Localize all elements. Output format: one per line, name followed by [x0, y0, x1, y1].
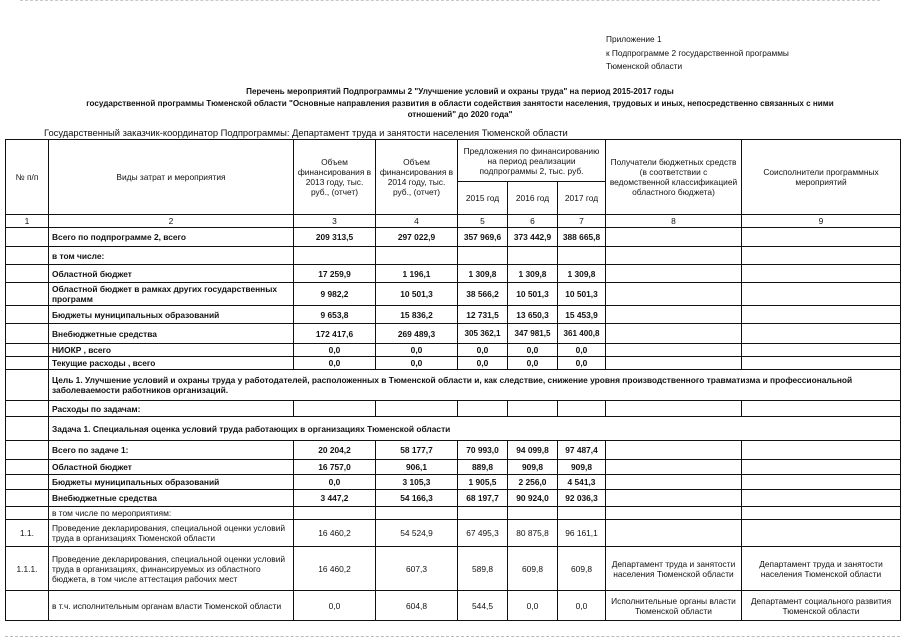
table-row-incl: [6, 247, 901, 265]
table-row-measure-1-1-1-exec: [6, 591, 901, 621]
value-2015: 12 731,5: [458, 306, 508, 324]
row-label: Всего по задаче 1:: [49, 441, 294, 460]
row-label: Внебюджетные средства: [49, 324, 294, 344]
row-label: Расходы по задачам:: [49, 401, 294, 417]
value-2014: 607,3: [376, 547, 458, 591]
value-2016: 347 981,5: [508, 324, 558, 344]
row-label: Областной бюджет: [49, 460, 294, 475]
row-label: Проведение декларирования, специальной оценки условий труда в организациях, финансируемых из областного бюджета, в том числе аттестация рабочих мест: [49, 547, 294, 591]
value-2013: 20 204,2: [294, 441, 376, 460]
value-2017: 4 541,3: [558, 475, 606, 490]
value-2014: 54 166,3: [376, 490, 458, 507]
appendix-line-2: к Подпрограмме 2 государственной программы: [606, 47, 789, 58]
value-2013: 9 982,2: [294, 283, 376, 306]
recipient-cell: Департамент труда и занятости населения Тюменской области: [606, 547, 742, 591]
value-2013: 0,0: [294, 344, 376, 357]
value-2015: 589,8: [458, 547, 508, 591]
value-2015: 67 495,3: [458, 520, 508, 547]
value-2017: 15 453,9: [558, 306, 606, 324]
value-2015: 0,0: [458, 344, 508, 357]
table-row-task1-regional: [6, 460, 901, 475]
table-row-niokr: [6, 344, 901, 357]
table-row-tasks-expenses: [6, 401, 901, 417]
value-2016: 0,0: [508, 357, 558, 370]
value-2013: 9 653,8: [294, 306, 376, 324]
column-numbers-row: [6, 215, 901, 228]
row-label: в том числе:: [49, 247, 294, 265]
executor-cell: Департамент социального развития Тюменской области: [742, 591, 901, 621]
value-2015: 1 309,8: [458, 265, 508, 283]
value-2016: 1 309,8: [508, 265, 558, 283]
colnum: 3: [294, 215, 376, 228]
bottom-scan-border: [5, 636, 900, 637]
value-2015: 68 197,7: [458, 490, 508, 507]
value-2013: 16 757,0: [294, 460, 376, 475]
value-2016: 94 099,8: [508, 441, 558, 460]
value-2013: 0,0: [294, 357, 376, 370]
appendix-line-1: Приложение 1: [606, 34, 662, 44]
appendix-line-3: Тюменской области: [606, 61, 683, 71]
value-2015: 305 362,1: [458, 324, 508, 344]
header-year-2016: 2016 год: [508, 182, 558, 215]
value-2014: 297 022,9: [376, 228, 458, 247]
table-row-regional: [6, 265, 901, 283]
header-num: № п/п: [6, 140, 49, 215]
table-row-task1: [6, 417, 901, 441]
value-2013: 16 460,2: [294, 520, 376, 547]
value-2015: 889,8: [458, 460, 508, 475]
value-2014: 10 501,3: [376, 283, 458, 306]
value-2014: 58 177,7: [376, 441, 458, 460]
row-label: Бюджеты муниципальных образований: [49, 475, 294, 490]
colnum: 9: [742, 215, 901, 228]
row-label: Внебюджетные средства: [49, 490, 294, 507]
value-2013: 16 460,2: [294, 547, 376, 591]
colnum: 7: [558, 215, 606, 228]
value-2014: 54 524,9: [376, 520, 458, 547]
appendix-note: [606, 33, 789, 74]
value-2013: 3 447,2: [294, 490, 376, 507]
task1-text: Задача 1. Специальная оценка условий труда работающих в организациях Тюменской области: [49, 417, 901, 441]
table-row-task1-municipal: [6, 475, 901, 490]
value-2015: 0,0: [458, 357, 508, 370]
table-row-measure-1-1-1: [6, 547, 901, 591]
title-line-1: Перечень мероприятий Подпрограммы 2 "Улучшение условий и охраны труда" на период 2015-2017 годы: [246, 87, 674, 96]
row-number: 1.1.: [6, 520, 49, 547]
value-2015: 1 905,5: [458, 475, 508, 490]
title-line-2: государственной программы Тюменской области "Основные направления развития в области содействия занятости населения, трудовых и иных, непосредственно связанных с ними: [86, 98, 834, 108]
header-year-2015: 2015 год: [458, 182, 508, 215]
value-2014: 0,0: [376, 344, 458, 357]
executor-cell: Департамент труда и занятости населения Тюменской области: [742, 547, 901, 591]
row-label: Бюджеты муниципальных образований: [49, 306, 294, 324]
value-2017: 609,8: [558, 547, 606, 591]
value-2017: 97 487,4: [558, 441, 606, 460]
value-2017: 0,0: [558, 344, 606, 357]
header-types: Виды затрат и мероприятия: [49, 140, 294, 215]
table-row-current: [6, 357, 901, 370]
table-row-municipal: [6, 306, 901, 324]
row-label: Всего по подпрограмме 2, всего: [49, 228, 294, 247]
value-2016: 10 501,3: [508, 283, 558, 306]
value-2013: 17 259,9: [294, 265, 376, 283]
value-2017: 909,8: [558, 460, 606, 475]
value-2017: 0,0: [558, 357, 606, 370]
value-2016: 90 924,0: [508, 490, 558, 507]
value-2015: 38 566,2: [458, 283, 508, 306]
value-2013: 0,0: [294, 591, 376, 621]
value-2014: 906,1: [376, 460, 458, 475]
value-2013: 172 417,6: [294, 324, 376, 344]
value-2017: 361 400,8: [558, 324, 606, 344]
colnum: 8: [606, 215, 742, 228]
value-2016: 609,8: [508, 547, 558, 591]
value-2017: 92 036,3: [558, 490, 606, 507]
value-2016: 80 875,8: [508, 520, 558, 547]
row-number: 1.1.1.: [6, 547, 49, 591]
row-label: Текущие расходы , всего: [49, 357, 294, 370]
table-row-total: [6, 228, 901, 247]
value-2014: 15 836,2: [376, 306, 458, 324]
header-fin-2013: Объем финансирования в 2013 году, тыс. руб., (отчет): [294, 140, 376, 215]
value-2016: 373 442,9: [508, 228, 558, 247]
value-2017: 10 501,3: [558, 283, 606, 306]
value-2016: 0,0: [508, 591, 558, 621]
header-year-2017: 2017 год: [558, 182, 606, 215]
value-2017: 96 161,1: [558, 520, 606, 547]
value-2014: 269 489,3: [376, 324, 458, 344]
value-2015: 357 969,6: [458, 228, 508, 247]
value-2016: 909,8: [508, 460, 558, 475]
value-2014: 1 196,1: [376, 265, 458, 283]
value-2016: 2 256,0: [508, 475, 558, 490]
value-2017: 1 309,8: [558, 265, 606, 283]
header-row: [6, 140, 901, 182]
value-2015: 544,5: [458, 591, 508, 621]
value-2014: 0,0: [376, 357, 458, 370]
value-2016: 0,0: [508, 344, 558, 357]
title-line-3: отношений" до 2020 года": [407, 110, 513, 120]
value-2014: 3 105,3: [376, 475, 458, 490]
row-label: в т.ч. исполнительным органам власти Тюменской области: [49, 591, 294, 621]
row-label: Областной бюджет: [49, 265, 294, 283]
table-row-measure-1-1: [6, 520, 901, 547]
table-row-regional-other: [6, 283, 901, 306]
row-label: Областной бюджет в рамках других государственных программ: [49, 283, 294, 306]
table-row-goal1: [6, 370, 901, 401]
recipient-cell: Исполнительные органы власти Тюменской области: [606, 591, 742, 621]
value-2016: 13 650,3: [508, 306, 558, 324]
value-2017: 0,0: [558, 591, 606, 621]
colnum: 1: [6, 215, 49, 228]
value-2014: 604,8: [376, 591, 458, 621]
table-row-extrabudget: [6, 324, 901, 344]
goal1-text: Цель 1. Улучшение условий и охраны труда у работодателей, расположенных в Тюменской области и, как следствие, снижение уровня производственного травматизма и профессиональной заболеваемости работников организаций.: [49, 370, 901, 401]
colnum: 5: [458, 215, 508, 228]
colnum: 2: [49, 215, 294, 228]
header-recipients: Получатели бюджетных средств (в соответствии с ведомственной классификацией областного бюджета): [606, 140, 742, 215]
table-row-task1-incl: [6, 507, 901, 520]
top-scan-border: [20, 0, 880, 1]
row-label: Проведение декларирования, специальной оценки условий труда в организациях Тюменской области: [49, 520, 294, 547]
state-customer-line: Государственный заказчик-координатор Подпрограммы: Департамент труда и занятости населения Тюменской области: [44, 127, 568, 138]
table-row-task1-extrabudget: [6, 490, 901, 507]
document-title: [40, 86, 880, 121]
value-2013: 0,0: [294, 475, 376, 490]
row-label: в том числе по мероприятиям:: [49, 507, 294, 520]
colnum: 6: [508, 215, 558, 228]
row-label: НИОКР , всего: [49, 344, 294, 357]
colnum: 4: [376, 215, 458, 228]
header-fin-2014: Объем финансирования в 2014 году, тыс. руб., (отчет): [376, 140, 458, 215]
header-executors: Соисполнители программных мероприятий: [742, 140, 901, 215]
header-proposals: Предложения по финансированию на период реализации подпрограммы 2, тыс. руб.: [458, 140, 606, 182]
measures-table: [5, 139, 901, 621]
table-row-task1-total: [6, 441, 901, 460]
value-2015: 70 993,0: [458, 441, 508, 460]
value-2017: 388 665,8: [558, 228, 606, 247]
value-2013: 209 313,5: [294, 228, 376, 247]
